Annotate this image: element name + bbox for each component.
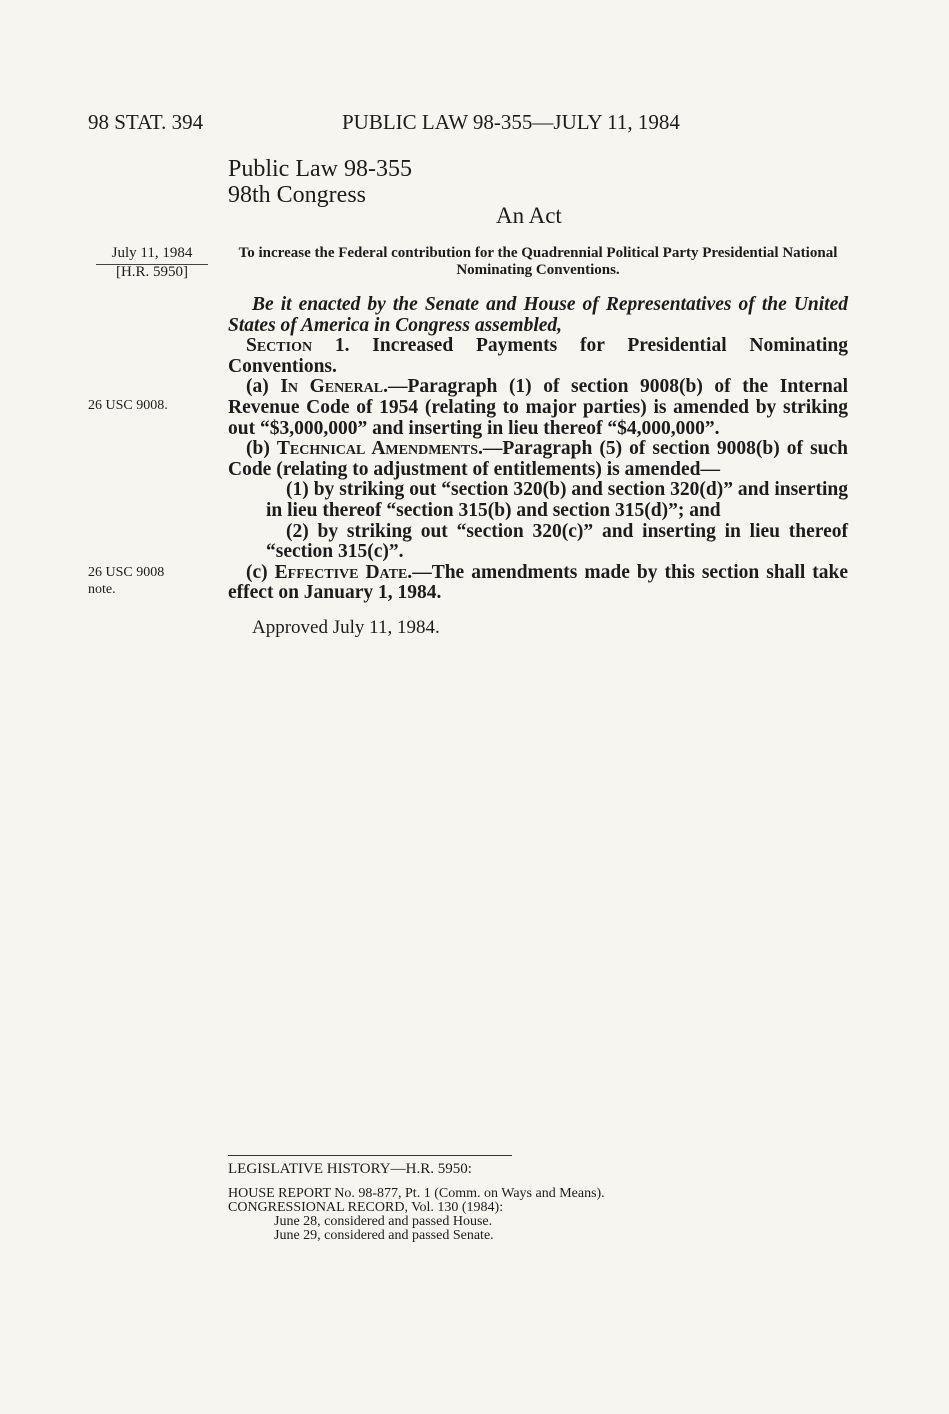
margin-bill-number: [H.R. 5950]: [115, 264, 189, 280]
margin-usc-note-line-1: 26 USC 9008: [88, 565, 165, 580]
subsection-b-text: —Paragraph (5) of section 9008(b) of such Code (relating to adjustment of entitlements) is amended—: [228, 438, 849, 480]
subsection-b-paragraph-2: (2) by striking out “section 320(c)” and inserting in lieu thereof “section 315(c)”.: [266, 520, 848, 563]
subsection-b: [228, 439, 848, 480]
subsection-c: [228, 563, 848, 604]
subsection-b-label: (b): [246, 438, 270, 460]
legislative-history-title: LEGISLATIVE HISTORY—H.R. 5950:: [228, 1161, 472, 1177]
subsection-a-heading: In General.: [280, 376, 388, 398]
enacting-clause: Be it enacted by the Senate and House of Representatives of the United States of America in Congress assembled,: [228, 294, 848, 336]
margin-usc-note-line-2: note.: [88, 582, 116, 597]
congressional-record-line: CONGRESSIONAL RECORD, Vol. 130 (1984):: [228, 1200, 504, 1215]
legislative-history-divider: [228, 1155, 512, 1156]
act-heading: An Act: [496, 203, 562, 228]
section-1-heading: Increased Payments for Presidential Nominating Conventions.: [228, 335, 848, 377]
subsection-a: [228, 377, 848, 439]
section-1: [228, 336, 848, 377]
subsection-b-paragraph-1: (1) by striking out “section 320(b) and section 320(d)” and inserting in lieu thereof “section 315(b) and section 315(d)”; and: [266, 479, 848, 521]
subsection-c-text: —The amendments made by this section shall take effect on January 1, 1984.: [228, 561, 849, 604]
legislative-history-entries: [228, 1187, 605, 1243]
public-law-number: Public Law 98-355: [228, 156, 412, 182]
subsection-a-text: —Paragraph (1) of section 9008(b) of the Internal Revenue Code of 1954 (relating to major parties) is amended by striking out “$3,000,000” and inserting in lieu thereof “$4,000,000”.: [228, 376, 848, 439]
section-1-label: Section 1.: [246, 335, 350, 357]
running-head-title: PUBLIC LAW 98-355—JULY 11, 1984: [342, 110, 680, 134]
subsection-b-heading: Technical Amendments.: [276, 438, 483, 460]
act-purpose: To increase the Federal contribution for the Quadrennial Political Party Presidential National Nominating Conventions.: [238, 245, 838, 278]
subsection-c-label: (c): [246, 561, 268, 583]
margin-usc-citation: 26 USC 9008.: [88, 398, 168, 413]
subsection-c-heading: Effective Date.: [274, 561, 413, 583]
house-report-line: HOUSE REPORT No. 98-877, Pt. 1 (Comm. on Ways and Means).: [228, 1186, 605, 1201]
margin-usc-note: [88, 564, 164, 598]
approval-date: Approved July 11, 1984.: [252, 617, 440, 638]
congress-label: 98th Congress: [228, 182, 366, 208]
history-entry-house: June 28, considered and passed House.: [274, 1214, 493, 1229]
act-body: [228, 295, 848, 604]
page-stat-reference: 98 STAT. 394: [88, 110, 204, 134]
history-entry-senate: June 29, considered and passed Senate.: [274, 1228, 494, 1243]
margin-enactment-date: July 11, 1984: [96, 245, 208, 265]
subsection-a-label: (a): [246, 376, 269, 398]
